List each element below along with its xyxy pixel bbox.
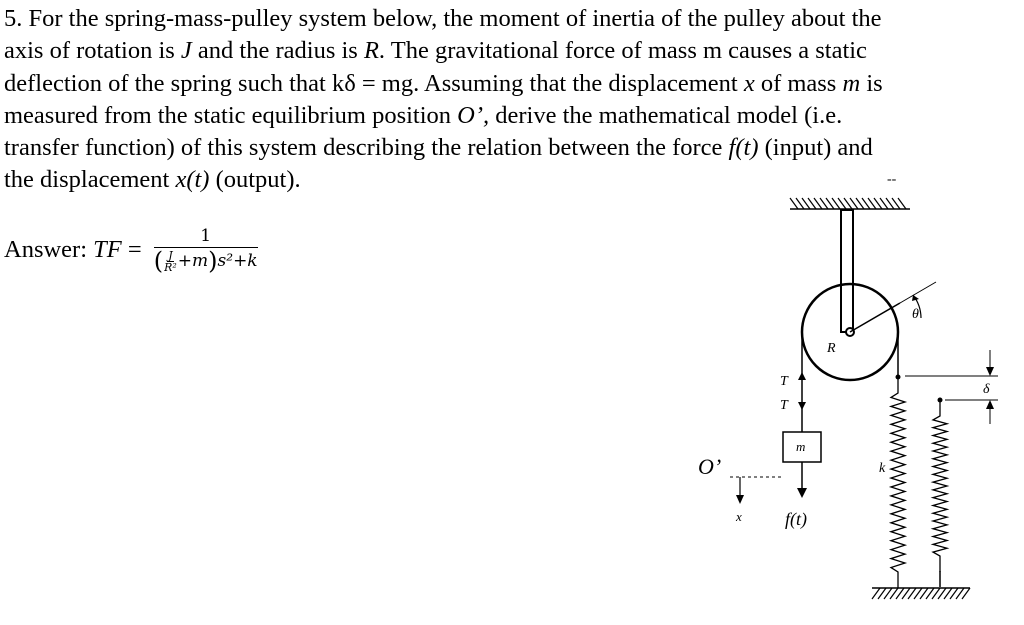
symbol-m: m bbox=[842, 69, 861, 97]
symbol-f-t: f(t) bbox=[728, 134, 759, 162]
label-T-top: T bbox=[780, 374, 788, 389]
answer-tf: TF bbox=[93, 235, 122, 263]
text-run: of mass bbox=[754, 69, 843, 97]
r2-term: R² bbox=[164, 260, 177, 274]
theta-arrowhead bbox=[912, 295, 919, 301]
label-R: R bbox=[827, 341, 836, 356]
text-run: 5. For the spring-mass-pulley system below, the moment of inertia of the pulley about the bbox=[4, 5, 882, 32]
plus-m: +m bbox=[177, 251, 209, 271]
close-paren: ) bbox=[208, 247, 218, 275]
label-delta: δ bbox=[983, 382, 990, 397]
answer-equals: = bbox=[121, 235, 142, 263]
text-run: and the radius is bbox=[191, 37, 364, 65]
s-squared: s² bbox=[217, 251, 234, 271]
symbol-R: R bbox=[363, 37, 379, 65]
spring-reference bbox=[933, 400, 947, 572]
symbol-x-t: x(t) bbox=[175, 166, 210, 194]
delta-arrow-bottom bbox=[986, 400, 994, 409]
text-run: (output). bbox=[209, 166, 301, 194]
text-run: measured from the static equilibrium position bbox=[4, 101, 458, 129]
theta-reference-line bbox=[900, 282, 936, 303]
spring-ref-end bbox=[938, 398, 943, 403]
label-T-bottom: T bbox=[780, 398, 788, 413]
delta-arrow-top bbox=[986, 367, 994, 376]
text-run: transfer function) of this system describing the relation between the force bbox=[4, 134, 729, 162]
ground-bottom bbox=[872, 588, 970, 599]
stray-mark: -- bbox=[887, 172, 897, 187]
text-run: deflection of the spring such that kδ = mg. Assuming that the displacement bbox=[4, 69, 744, 97]
label-theta: θ bbox=[912, 307, 919, 322]
force-arrowhead bbox=[797, 488, 807, 498]
tension-arrow-up bbox=[798, 372, 806, 380]
symbol-J: J bbox=[180, 37, 192, 65]
support-rod bbox=[841, 210, 853, 332]
ceiling-top bbox=[790, 198, 910, 209]
label-x: x bbox=[736, 509, 742, 524]
radius-line bbox=[850, 303, 900, 332]
symbol-x: x bbox=[743, 69, 755, 97]
text-run: . The gravitational force of mass m causes a static bbox=[378, 37, 867, 65]
text-run: derive the mathematical model (i.e. bbox=[489, 101, 843, 129]
x-axis-arrowhead bbox=[736, 495, 744, 504]
tension-arrow-down bbox=[798, 402, 806, 410]
label-O-prime: O’ bbox=[698, 454, 722, 479]
text-run: is bbox=[860, 69, 883, 97]
tf-numerator: 1 bbox=[200, 226, 212, 246]
label-m: m bbox=[796, 439, 806, 454]
symbol-O-prime: O’, bbox=[457, 101, 490, 129]
text-run: the displacement bbox=[4, 166, 176, 194]
label-f-t: f(t) bbox=[785, 509, 807, 529]
text-run: (input) and bbox=[758, 134, 873, 162]
label-k: k bbox=[879, 461, 886, 476]
open-paren: ( bbox=[153, 247, 164, 275]
j-term: J bbox=[168, 248, 173, 262]
plus-k: +k bbox=[233, 251, 258, 271]
answer-label-text: Answer: bbox=[4, 235, 94, 263]
text-run: axis of rotation is bbox=[4, 37, 181, 65]
spring-k bbox=[891, 377, 905, 588]
